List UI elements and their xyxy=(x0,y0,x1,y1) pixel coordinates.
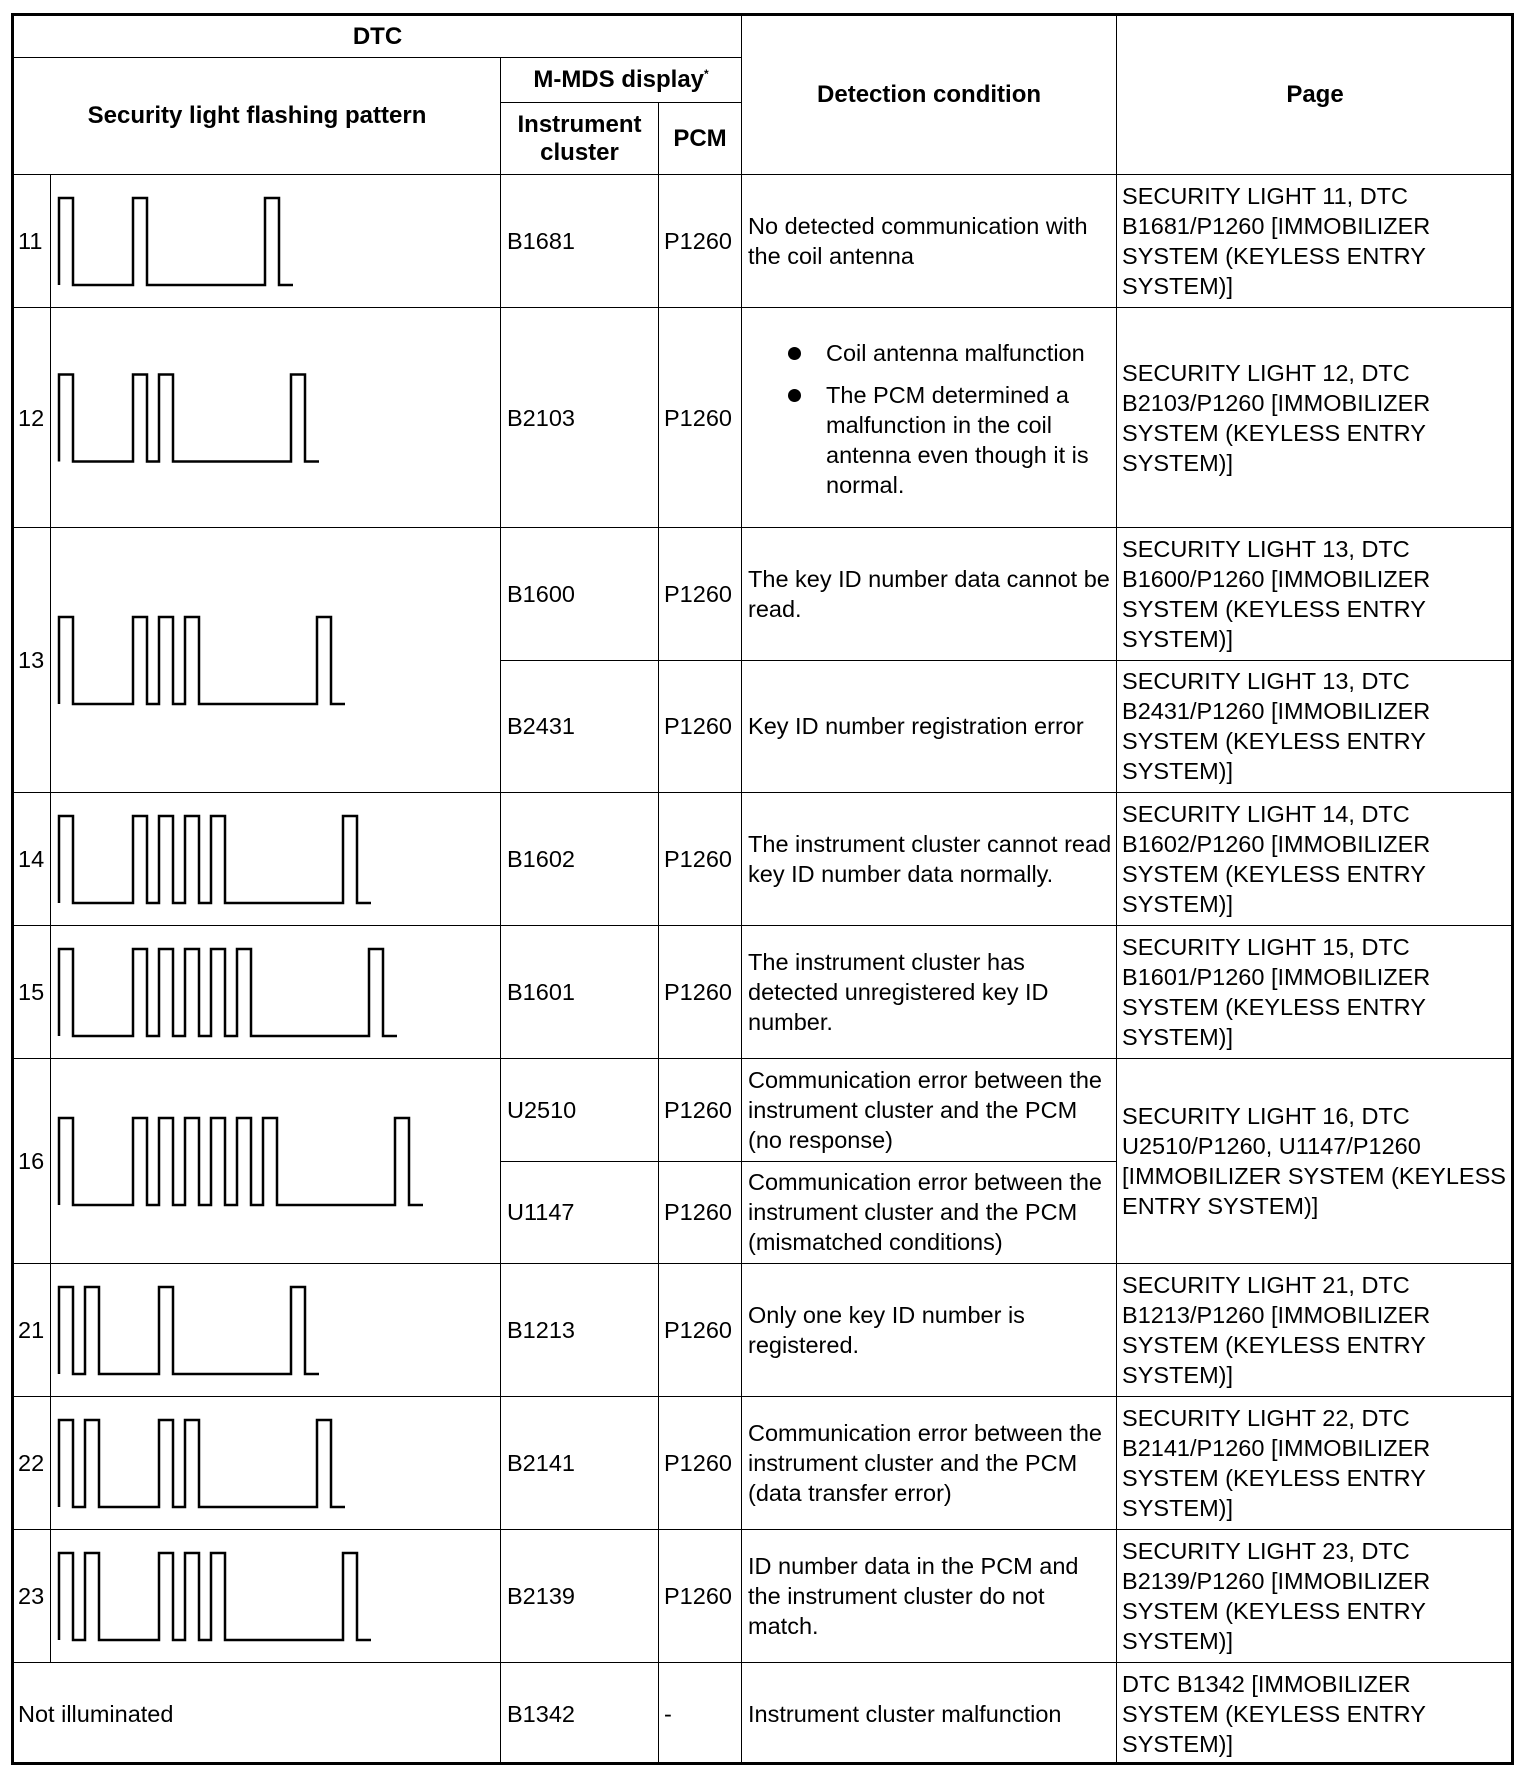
detection-condition: Communication error between the instrument cluster and the PCM (no response) xyxy=(742,1059,1117,1162)
cluster-code: U2510 xyxy=(501,1059,659,1162)
flashing-pattern xyxy=(51,926,501,1059)
table-row xyxy=(14,1530,1514,1663)
pcm-code: P1260 xyxy=(659,926,742,1059)
waveform-line xyxy=(59,375,319,462)
pcm-code: P1260 xyxy=(659,793,742,926)
header-detection-condition: Detection condition xyxy=(742,16,1117,175)
cluster-code: B1601 xyxy=(501,926,659,1059)
table-row xyxy=(14,1264,1514,1397)
table-row xyxy=(14,308,1514,528)
page-reference: SECURITY LIGHT 13, DTC B2431/P1260 [IMMOBILIZER SYSTEM (KEYLESS ENTRY SYSTEM)] xyxy=(1117,660,1514,793)
cluster-code: B1602 xyxy=(501,793,659,926)
waveform-line xyxy=(59,816,371,903)
flashing-pattern xyxy=(51,528,501,793)
page-reference: DTC B1342 [IMMOBILIZER SYSTEM (KEYLESS ENTRY SYSTEM)] xyxy=(1117,1663,1514,1765)
cluster-code: B2141 xyxy=(501,1397,659,1530)
detection-condition: The instrument cluster has detected unregistered key ID number. xyxy=(742,926,1117,1059)
flashing-pattern xyxy=(51,175,501,308)
pcm-code: - xyxy=(659,1663,742,1765)
table-row xyxy=(14,1663,1514,1765)
table-row xyxy=(14,1397,1514,1530)
dtc-number: 15 xyxy=(14,926,51,1059)
page-reference: SECURITY LIGHT 12, DTC B2103/P1260 [IMMOBILIZER SYSTEM (KEYLESS ENTRY SYSTEM)] xyxy=(1117,308,1514,528)
page-reference: SECURITY LIGHT 15, DTC B1601/P1260 [IMMOBILIZER SYSTEM (KEYLESS ENTRY SYSTEM)] xyxy=(1117,926,1514,1059)
flashing-pattern xyxy=(51,1530,501,1663)
header-flashing-pattern: Security light flashing pattern xyxy=(14,58,501,175)
waveform-line xyxy=(59,1420,345,1507)
table-row xyxy=(14,528,1514,661)
flashing-pattern xyxy=(51,793,501,926)
waveform-line xyxy=(59,617,345,704)
detection-condition: ID number data in the PCM and the instrument cluster do not match. xyxy=(742,1530,1117,1663)
pcm-code: P1260 xyxy=(659,1397,742,1530)
list-item: The PCM determined a malfunction in the coil antenna even though it is normal. xyxy=(788,380,1112,500)
list-item: Coil antenna malfunction xyxy=(788,338,1112,368)
table-row xyxy=(14,1059,1514,1162)
cluster-code: B2139 xyxy=(501,1530,659,1663)
flashing-pattern-waveform xyxy=(51,1264,501,1396)
cluster-code: B1600 xyxy=(501,528,659,661)
dtc-number: 13 xyxy=(14,528,51,793)
flashing-pattern-waveform xyxy=(51,1397,501,1529)
waveform-line xyxy=(59,1118,423,1205)
page-reference: SECURITY LIGHT 16, DTC U2510/P1260, U1147/P1260 [IMMOBILIZER SYSTEM (KEYLESS ENTRY SYSTEM)] xyxy=(1117,1059,1514,1264)
flashing-pattern xyxy=(51,1264,501,1397)
pcm-code: P1260 xyxy=(659,308,742,528)
waveform-line xyxy=(59,1287,319,1374)
page-reference: SECURITY LIGHT 22, DTC B2141/P1260 [IMMOBILIZER SYSTEM (KEYLESS ENTRY SYSTEM)] xyxy=(1117,1397,1514,1530)
waveform-line xyxy=(59,1553,371,1640)
cluster-code: B1213 xyxy=(501,1264,659,1397)
detection-condition: Communication error between the instrument cluster and the PCM (data transfer error) xyxy=(742,1397,1117,1530)
pcm-code: P1260 xyxy=(659,175,742,308)
dtc-number: 23 xyxy=(14,1530,51,1663)
not-illuminated-label: Not illuminated xyxy=(14,1663,501,1765)
detection-condition: Instrument cluster malfunction xyxy=(742,1663,1117,1765)
header-mmds-display: M-MDS display* xyxy=(501,58,742,103)
cluster-code: B2431 xyxy=(501,660,659,793)
flashing-pattern-waveform xyxy=(51,1059,501,1263)
condition-bullet-list xyxy=(748,338,1112,500)
table-row xyxy=(14,175,1514,308)
page-reference: SECURITY LIGHT 11, DTC B1681/P1260 [IMMOBILIZER SYSTEM (KEYLESS ENTRY SYSTEM)] xyxy=(1117,175,1514,308)
dtc-number: 14 xyxy=(14,793,51,926)
cluster-code: B2103 xyxy=(501,308,659,528)
pcm-code: P1260 xyxy=(659,1059,742,1162)
page-reference: SECURITY LIGHT 14, DTC B1602/P1260 [IMMOBILIZER SYSTEM (KEYLESS ENTRY SYSTEM)] xyxy=(1117,793,1514,926)
page-reference: SECURITY LIGHT 23, DTC B2139/P1260 [IMMOBILIZER SYSTEM (KEYLESS ENTRY SYSTEM)] xyxy=(1117,1530,1514,1663)
bullet-icon xyxy=(788,347,801,360)
pcm-code: P1260 xyxy=(659,1161,742,1264)
detection-condition: No detected communication with the coil antenna xyxy=(742,175,1117,308)
flashing-pattern xyxy=(51,308,501,528)
detection-condition: The instrument cluster cannot read key ID number data normally. xyxy=(742,793,1117,926)
flashing-pattern xyxy=(51,1059,501,1264)
detection-condition xyxy=(742,308,1117,528)
flashing-pattern-waveform xyxy=(51,926,501,1058)
table-row xyxy=(14,793,1514,926)
waveform-line xyxy=(59,198,293,285)
detection-condition: The key ID number data cannot be read. xyxy=(742,528,1117,661)
cluster-code: B1342 xyxy=(501,1663,659,1765)
cluster-code: B1681 xyxy=(501,175,659,308)
page-reference: SECURITY LIGHT 13, DTC B1600/P1260 [IMMOBILIZER SYSTEM (KEYLESS ENTRY SYSTEM)] xyxy=(1117,528,1514,661)
table-row xyxy=(14,926,1514,1059)
dtc-number: 22 xyxy=(14,1397,51,1530)
pcm-code: P1260 xyxy=(659,1264,742,1397)
pcm-code: P1260 xyxy=(659,660,742,793)
detection-condition: Communication error between the instrument cluster and the PCM (mismatched conditions) xyxy=(742,1161,1117,1264)
pcm-code: P1260 xyxy=(659,1530,742,1663)
detection-condition: Only one key ID number is registered. xyxy=(742,1264,1117,1397)
flashing-pattern-waveform xyxy=(51,175,501,307)
dtc-table xyxy=(13,15,1514,1765)
bullet-icon xyxy=(788,389,801,402)
waveform-line xyxy=(59,949,397,1036)
dtc-number: 16 xyxy=(14,1059,51,1264)
detection-condition: Key ID number registration error xyxy=(742,660,1117,793)
dtc-number: 11 xyxy=(14,175,51,308)
pcm-code: P1260 xyxy=(659,528,742,661)
flashing-pattern-waveform xyxy=(51,793,501,925)
flashing-pattern xyxy=(51,1397,501,1530)
page-reference: SECURITY LIGHT 21, DTC B1213/P1260 [IMMOBILIZER SYSTEM (KEYLESS ENTRY SYSTEM)] xyxy=(1117,1264,1514,1397)
header-pcm: PCM xyxy=(659,103,742,175)
cluster-code: U1147 xyxy=(501,1161,659,1264)
dtc-number: 21 xyxy=(14,1264,51,1397)
header-dtc: DTC xyxy=(14,16,742,58)
header-page: Page xyxy=(1117,16,1514,175)
flashing-pattern-waveform xyxy=(51,1530,501,1662)
flashing-pattern-waveform xyxy=(51,308,501,527)
dtc-number: 12 xyxy=(14,308,51,528)
flashing-pattern-waveform xyxy=(51,528,501,792)
header-instrument-cluster: Instrument cluster xyxy=(501,103,659,175)
